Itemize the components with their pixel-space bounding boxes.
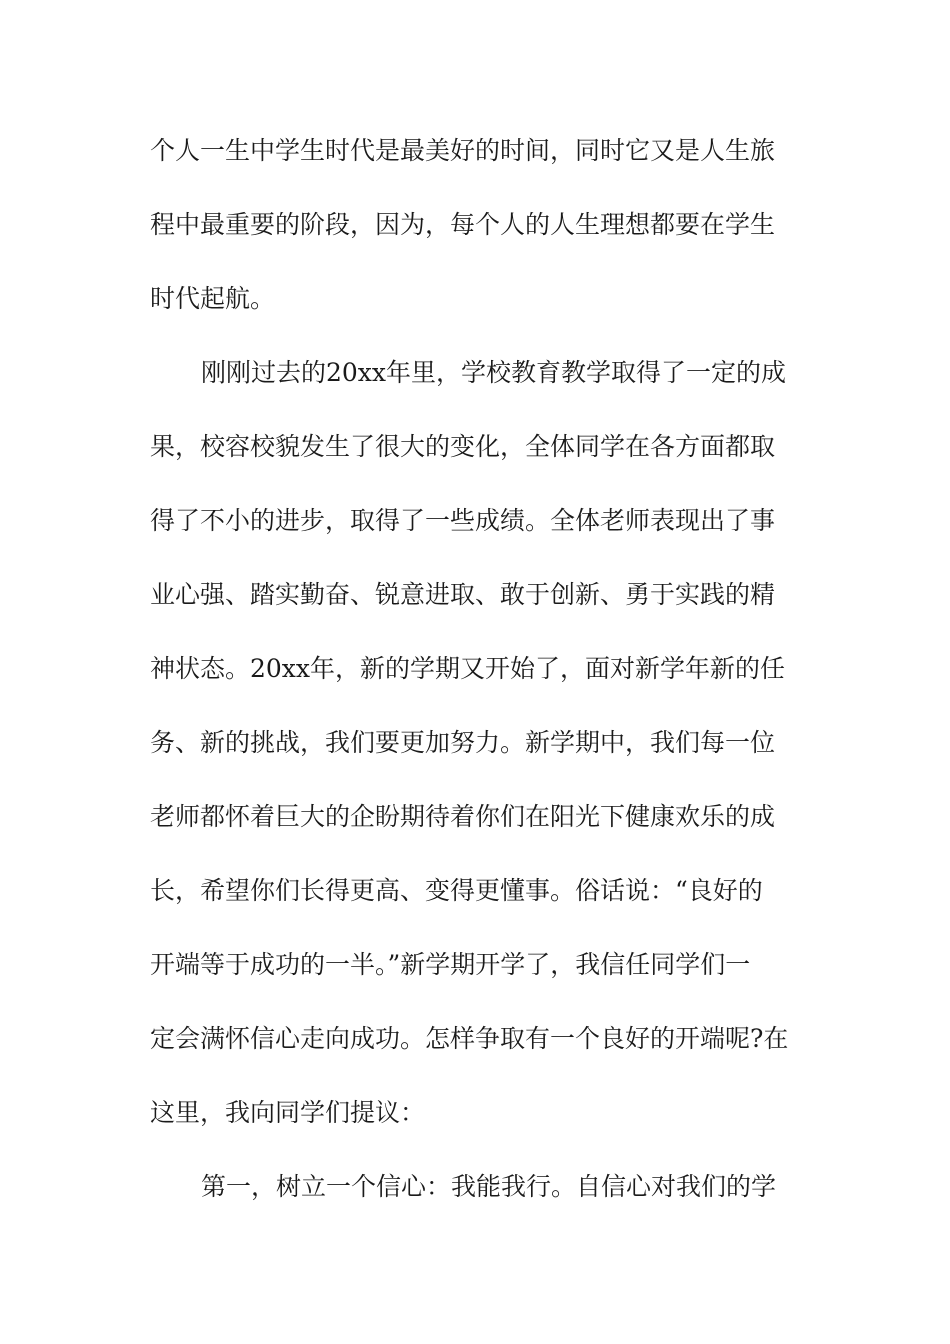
text-line: 得了不小的进步，取得了一些成绩。全体老师表现出了事 xyxy=(150,506,776,535)
text-line: 业心强、踏实勤奋、锐意进取、敢于创新、勇于实践的精 xyxy=(150,580,776,609)
paragraph-start-line: 刚刚过去的20xx年里，学校教育教学取得了一定的成 xyxy=(201,358,787,387)
text-line: 程中最重要的阶段，因为，每个人的人生理想都要在学生 xyxy=(150,210,776,239)
text-line: 这里，我向同学们提议： xyxy=(150,1098,426,1127)
text-line: 神状态。20xx年，新的学期又开始了，面对新学年新的任 xyxy=(150,654,786,683)
document-body xyxy=(150,114,810,1224)
text-line: 定会满怀信心走向成功。怎样争取有一个良好的开端呢?在 xyxy=(150,1024,789,1053)
text-line: 果，校容校貌发生了很大的变化，全体同学在各方面都取 xyxy=(150,432,776,461)
text-line: 长，希望你们长得更高、变得更懂事。俗话说：“良好的 xyxy=(150,876,763,905)
text-line: 时代起航。 xyxy=(150,284,276,313)
text-line: 个人一生中学生时代是最美好的时间，同时它又是人生旅 xyxy=(150,136,776,165)
text-line: 老师都怀着巨大的企盼期待着你们在阳光下健康欢乐的成 xyxy=(150,802,776,831)
text-line: 开端等于成功的一半。”新学期开学了，我信任同学们一 xyxy=(150,950,751,979)
paragraph-start-line: 第一，树立一个信心：我能我行。自信心对我们的学 xyxy=(201,1172,777,1201)
text-line: 务、新的挑战，我们要更加努力。新学期中，我们每一位 xyxy=(150,728,776,757)
